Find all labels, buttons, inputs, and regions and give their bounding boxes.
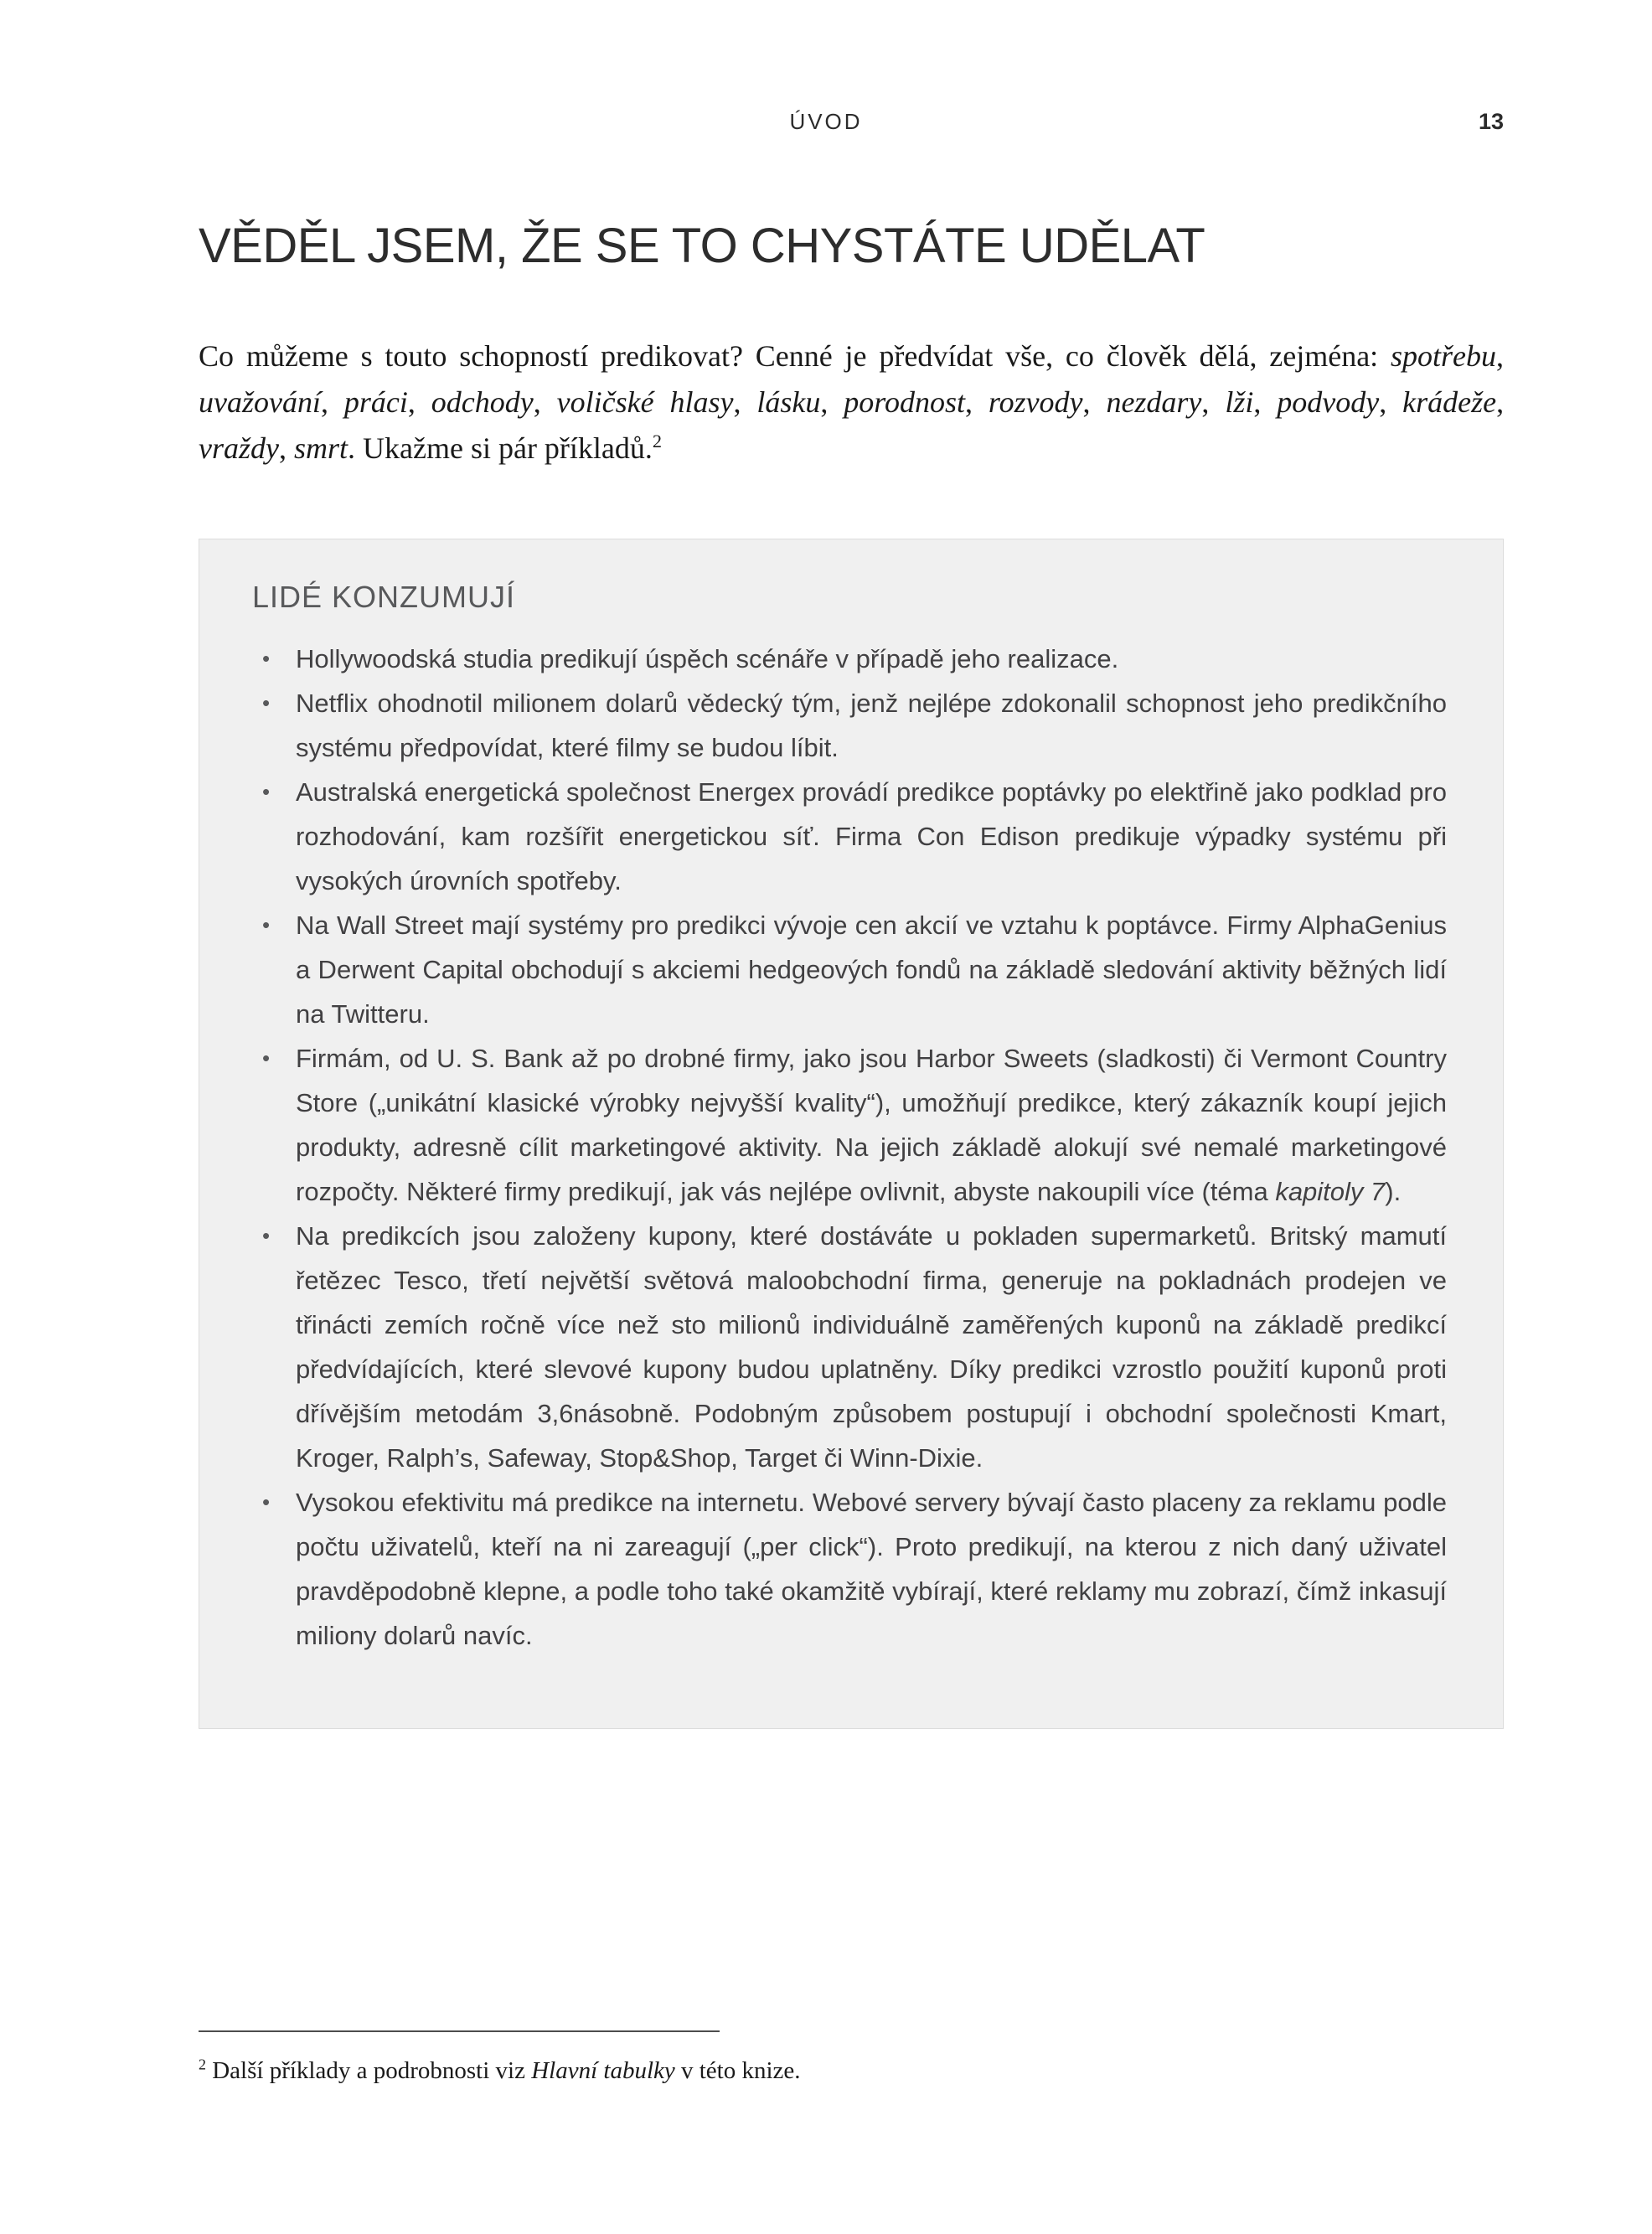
list-item [252, 637, 1447, 681]
list-item [252, 1214, 1447, 1480]
list-item [252, 681, 1447, 770]
list-item [252, 770, 1447, 903]
list-item-text: Na Wall Street mají systémy pro predikci vývoje cen akcií ve vztahu k poptávce. Firmy AlphaGenius a Derwent Capital obchodují s akciemi hedgeových fondů na základě sledování aktivity běžných lidí na Twitteru. [296, 911, 1447, 1029]
list-item [252, 1480, 1447, 1658]
bullet-marker: • [262, 1223, 271, 1248]
running-header [0, 109, 1652, 142]
bullet-list [252, 637, 1447, 1658]
box-heading: LIDÉ KONZUMUJÍ [252, 580, 516, 614]
footnote: $^2$ Další příklady a podrobnosti viz Hlavní tabulky v této knize. [199, 2056, 801, 2084]
bullet-marker: • [262, 1489, 271, 1514]
list-item-text: Na predikcích jsou založeny kupony, které dostáváte u pokladen supermarketů. Britský mamutí řetězec Tesco, třetí největší světová maloobchodní firma, generuje na pokladnách prodejen ve třinácti zemích ročně více než sto milionů individuálně zaměřených kuponů na základě predikcí předvídajících, které slevové kupony budou uplatněny. Díky predikci vzrostlo použití kuponů proti dřívějším metodám 3,6násobně. Podobným způsobem postupují i obchodní společnosti Kmart, Kroger, Ralph’s, Safeway, Stop&Shop, Target či Winn-Dixie. [296, 1221, 1447, 1473]
bullet-marker: • [262, 1045, 271, 1071]
bullet-marker: • [262, 690, 271, 715]
chapter-title: VĚDĚL JSEM, ŽE SE TO CHYSTÁTE UDĚLAT [199, 219, 1205, 273]
list-item-text: Netflix ohodnotil milionem dolarů vědecký tým, jenž nejlépe zdokonalil schopnost jeho predikčního systému předpovídat, které filmy se budou líbit. [296, 689, 1447, 762]
list-item [252, 903, 1447, 1036]
footnote-rule [199, 2030, 720, 2032]
bullet-marker: • [262, 646, 271, 671]
list-item-text: Firmám, od U. S. Bank až po drobné firmy, jako jsou Harbor Sweets (sladkosti) či Vermont Country Store („unikátní klasické výrobky nejvyšší kvality“), umožňují predikce, který zákazník koupí jejich produkty, adresně cílit marketingové aktivity. Na jejich základě alokují své nemalé marketingové rozpočty. Některé firmy predikují, jak vás nejlépe ovlivnit, abyste nakoupili více (téma kapitoly 7). [296, 1044, 1447, 1206]
bullet-marker: • [262, 779, 271, 804]
intro-paragraph: Co můžeme s touto schopností predikovat? Cenné je předvídat vše, co člověk dělá, zejména: spotřebu, uvažování, práci, odchody, voličské hlasy, lásku, porodnost, rozvody, nezdary, lži, podvody, krádeže, vraždy, smrt. Ukažme si pár příkladů.$^2$ [199, 339, 1505, 465]
page-number: 13 [1478, 109, 1504, 134]
example-box [199, 539, 1504, 1729]
list-item [252, 1036, 1447, 1214]
list-item-text: Hollywoodská studia predikují úspěch scénáře v případě jeho realizace. [296, 644, 1119, 673]
list-item-text: Vysokou efektivitu má predikce na internetu. Webové servery bývají často placeny za reklamu podle počtu uživatelů, kteří na ni zareagují („per click“). Proto predikují, na kterou z nich daný uživatel pravděpodobně klepne, a podle toho také okamžitě vybírají, které reklamy mu zobrazí, čímž inkasují miliony dolarů navíc. [296, 1488, 1447, 1650]
running-title: ÚVOD [789, 109, 863, 134]
list-item-text: Australská energetická společnost Energex provádí predikce poptávky po elektřině jako podklad pro rozhodování, kam rozšířit energetickou síť. Firma Con Edison predikuje výpadky systému při vysokých úrovních spotřeby. [296, 777, 1447, 895]
bullet-marker: • [262, 912, 271, 937]
